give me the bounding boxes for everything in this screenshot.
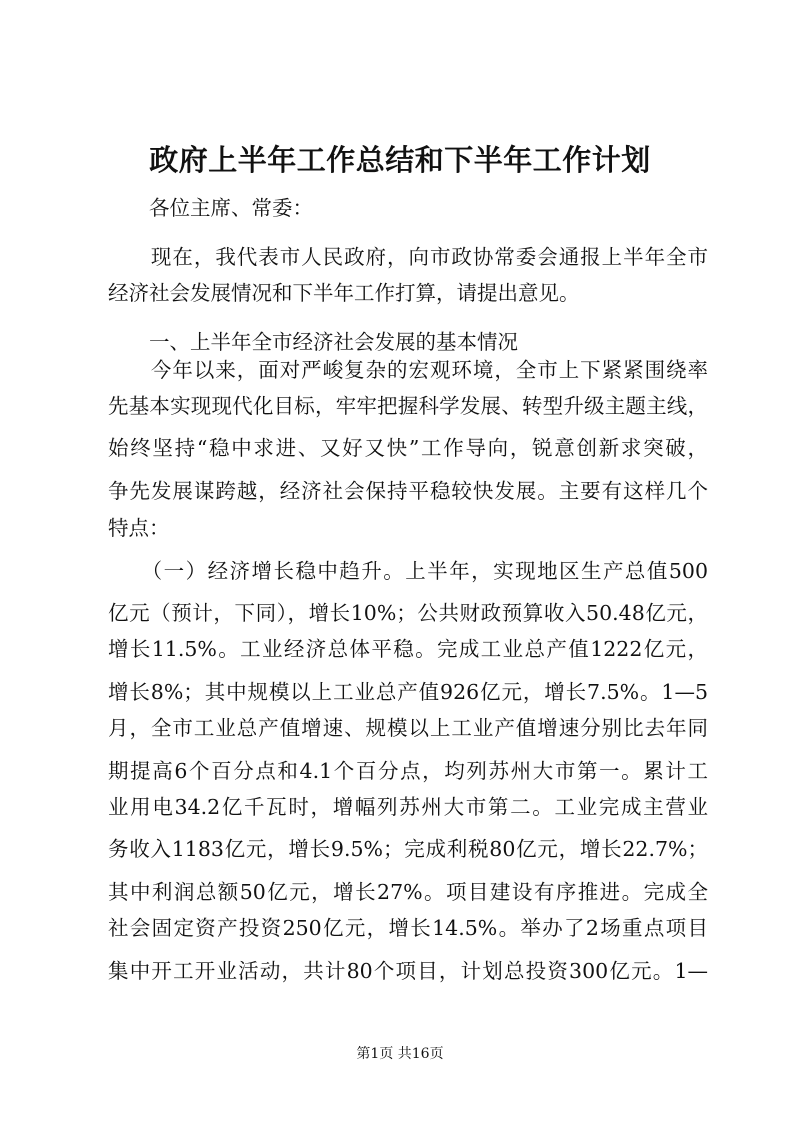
paragraph-line: 增长8%；其中规模以上工业总产值926亿元，增长7.5%。1—5 — [108, 680, 708, 704]
page-number-footer: 第1页 共16页 — [356, 1046, 444, 1062]
paragraph-line: 期提高6个百分点和4.1个百分点，均列苏州大市第一。累计工 — [108, 759, 708, 783]
paragraph-line: 社会固定资产投资250亿元，增长14.5%。举办了2场重点项目 — [108, 916, 708, 940]
paragraph-line: 先基本实现现代化目标，牢牢把握科学发展、转型升级主题主线， — [108, 394, 708, 418]
paragraph-line: 今年以来，面对严峻复杂的宏观环境，全市上下紧紧围绕率 — [108, 358, 708, 382]
paragraph-line: 始终坚持“稳中求进、又好又快”工作导向，锐意创新求突破， — [108, 436, 708, 460]
paragraph-line: （一）经济增长稳中趋升。上半年，实现地区生产总值500 — [108, 559, 708, 583]
paragraph-line: 争先发展谋跨越，经济社会保持平稳较快发展。主要有这样几个 — [108, 479, 708, 503]
paragraph-line: 业用电34.2亿千瓦时，增幅列苏州大市第二。工业完成主营业 — [108, 795, 708, 819]
paragraph-line: 集中开工开业活动，共计80个项目，计划总投资300亿元。1— — [108, 959, 708, 983]
paragraph-line: 经济社会发展情况和下半年工作打算，请提出意见。 — [108, 281, 580, 305]
paragraph-line: 现在，我代表市人民政府，向市政协常委会通报上半年全市 — [108, 245, 708, 269]
paragraph-line: 增长11.5%。工业经济总体平稳。完成工业总产值1222亿元， — [108, 637, 708, 661]
section-heading: 一、上半年全市经济社会发展的基本情况 — [108, 330, 518, 354]
paragraph-line: 其中利润总额50亿元，增长27%。项目建设有序推进。完成全 — [108, 880, 708, 904]
page-title: 政府上半年工作总结和下半年工作计划 — [149, 143, 651, 177]
paragraph-line: 各位主席、常委： — [108, 196, 313, 220]
paragraph-line: 月，全市工业总产值增速、规模以上工业产值增速分别比去年同 — [108, 716, 708, 740]
paragraph-line: 特点： — [108, 516, 170, 540]
paragraph-line: 务收入1183亿元，增长9.5%；完成利税80亿元，增长22.7%； — [108, 837, 708, 861]
paragraph-line: 亿元（预计，下同），增长10%；公共财政预算收入50.48亿元， — [108, 601, 708, 625]
